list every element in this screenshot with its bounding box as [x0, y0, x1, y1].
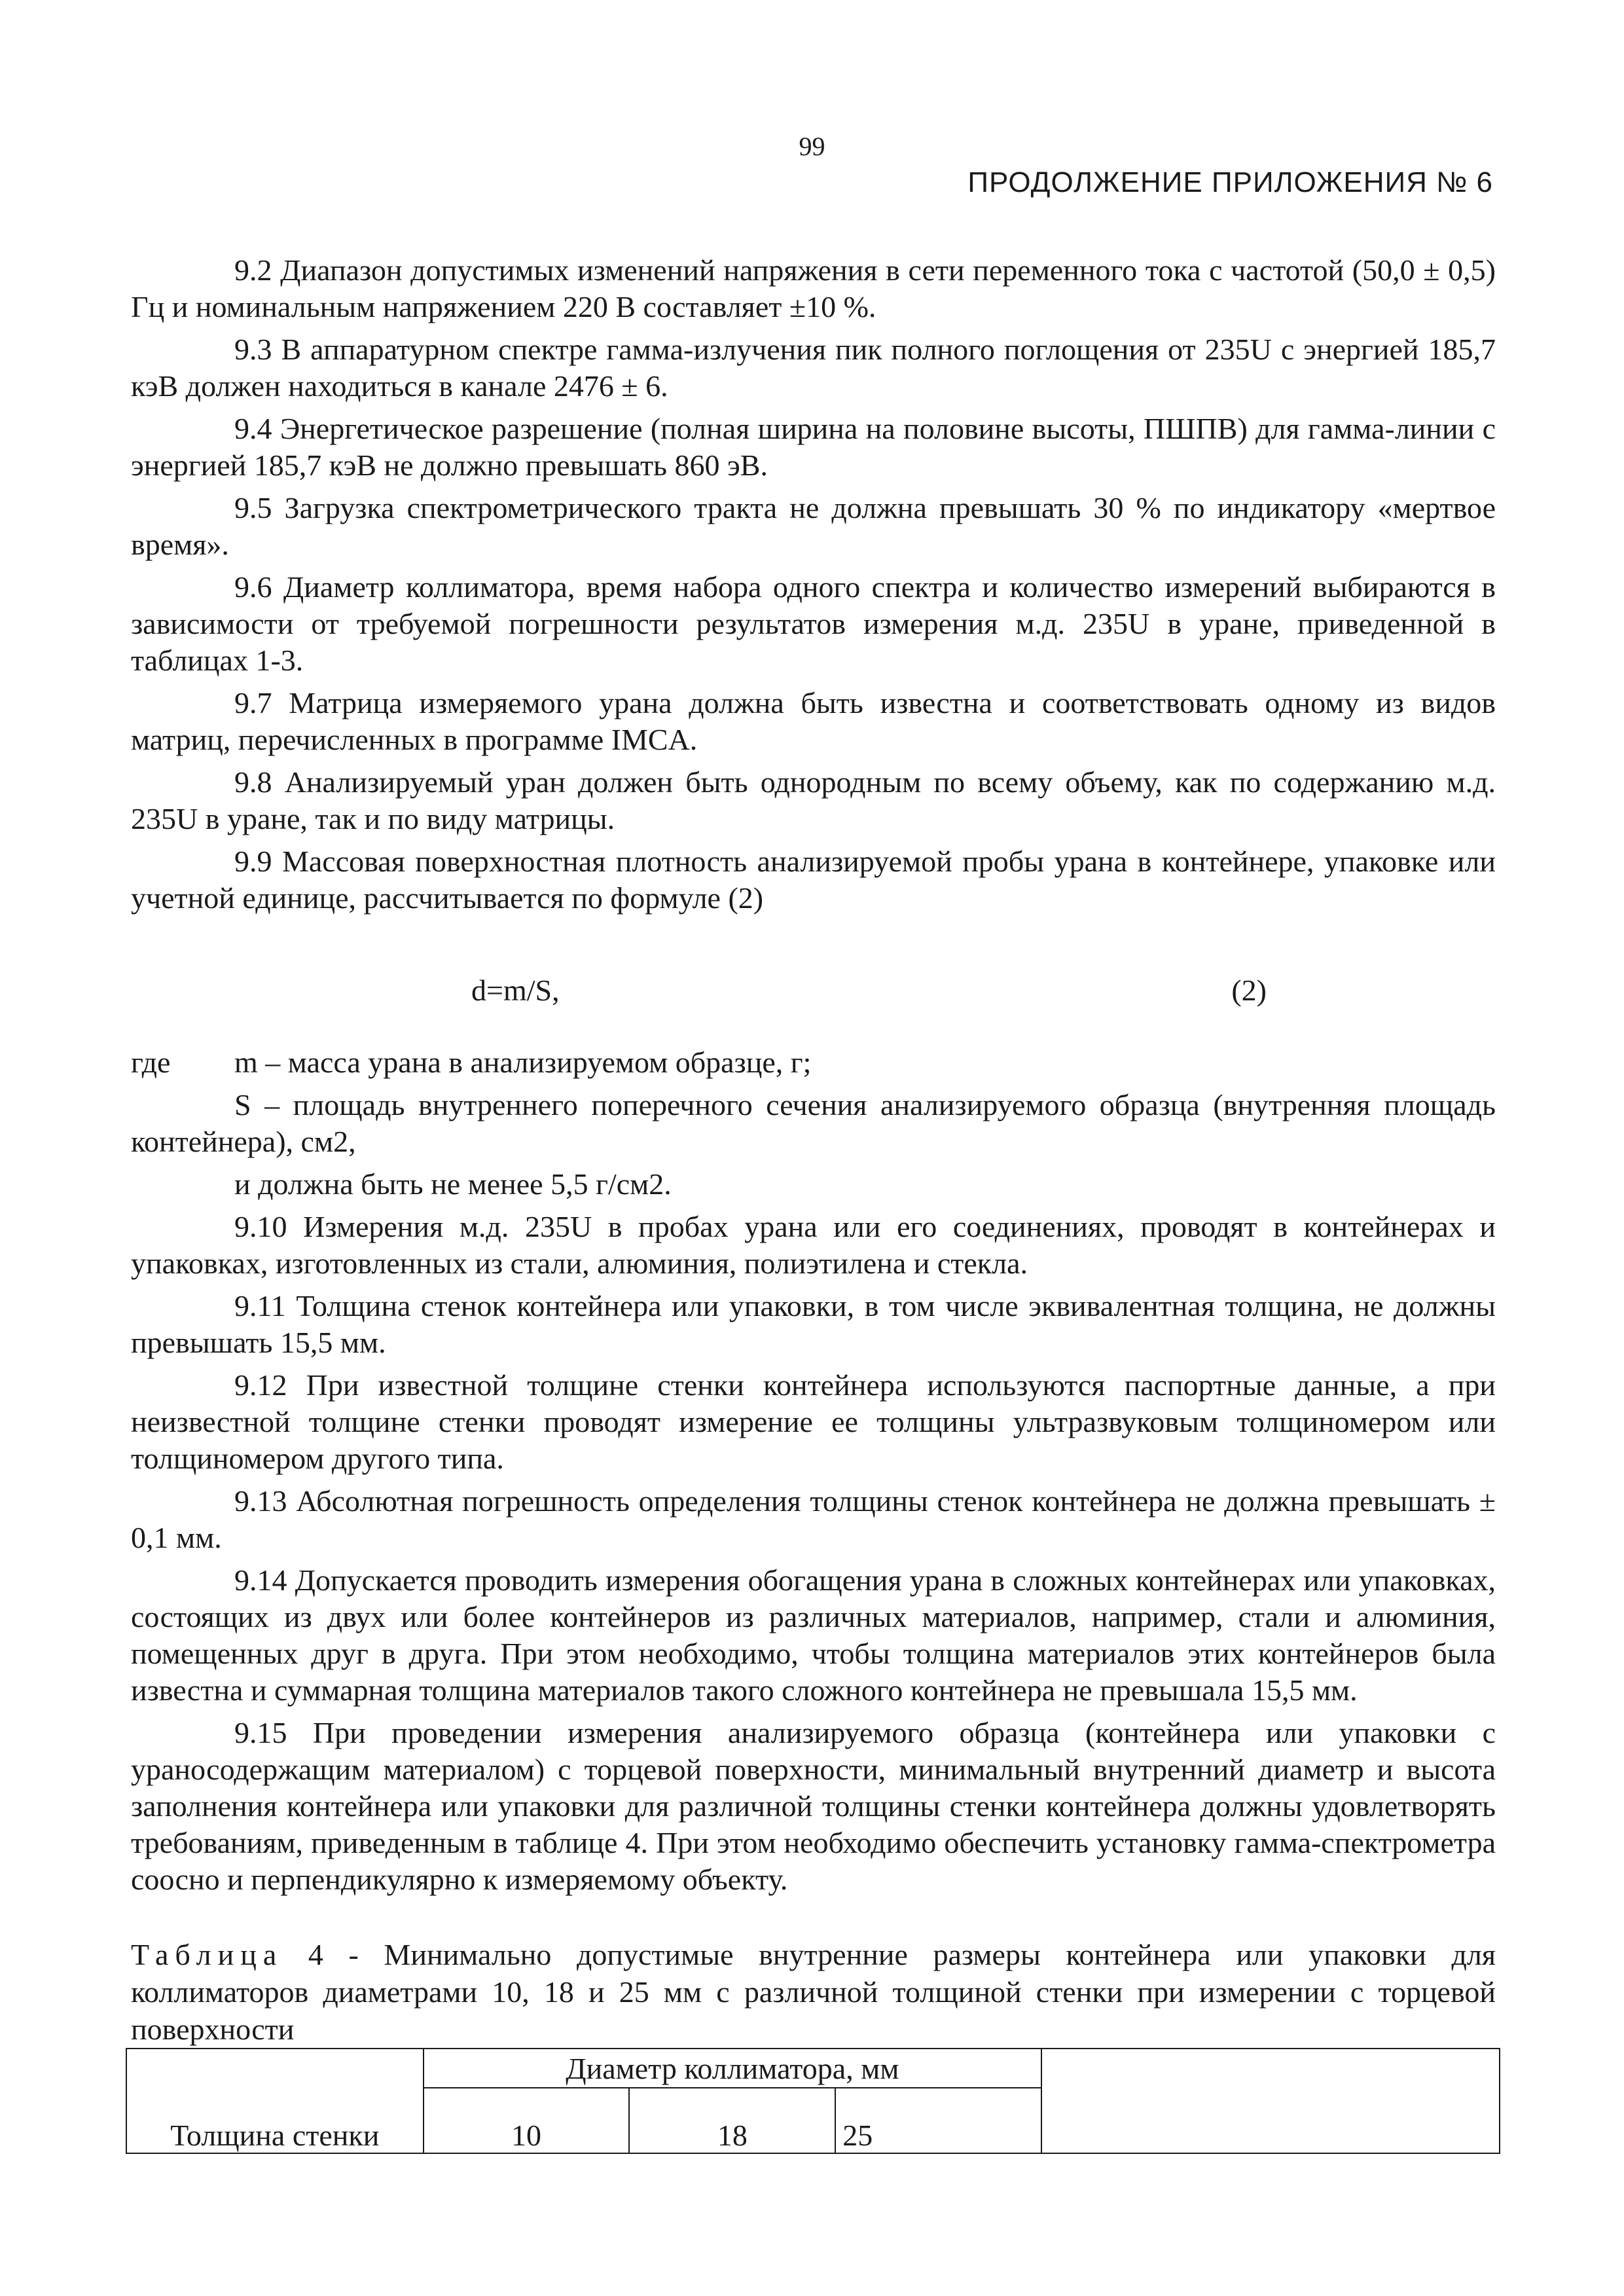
where-m-definition: m – масса урана в анализируемом образце, г;	[234, 1046, 812, 1079]
collimator-header-cell: Диаметр коллиматора, мм	[424, 2049, 1041, 2088]
row-label-cell: Толщина стенки	[126, 2049, 424, 2153]
table-4	[126, 2048, 1500, 2154]
diameter-cell: 25	[835, 2088, 1041, 2153]
paragraph-9-14: 9.14 Допускается проводить измерения обогащения урана в сложных контейнерах или упаковках, состоящих из двух или более контейнеров из различных материалов, например, стали и алюминия, помещенных друг в друга. При этом необходимо, чтобы толщина материалов этих контейнеров была известна и суммарная толщина материалов такого сложного контейнера не превышала 15,5 мм.	[131, 1563, 1496, 1707]
table-caption-word: Таблица	[131, 1938, 283, 1971]
formula-block	[131, 953, 1496, 1044]
paragraph-9-4: 9.4 Энергетическое разрешение (полная ширина на половине высоты, ПШПВ) для гамма-линии с энергией 185,7 кэВ не должно превышать 860 эВ.	[131, 412, 1496, 482]
paragraph-9-9: 9.9 Массовая поверхностная плотность анализируемой пробы урана в контейнере, упаковке или учетной единице, рассчитывается по формуле (2)	[131, 845, 1496, 915]
empty-header-cell	[1041, 2049, 1500, 2153]
paragraph-9-10: 9.10 Измерения м.д. 235U в пробах урана или его соединениях, проводят в контейнерах и упаковках, изготовленных из стали, алюминия, полиэтилена и стекла.	[131, 1210, 1496, 1280]
diameter-cell: 18	[629, 2088, 835, 2153]
where-s-definition: S – площадь внутреннего поперечного сечения анализируемого образца (внутренняя площадь контейнера), см2,	[131, 1088, 1496, 1158]
paragraph-9-7: 9.7 Матрица измеряемого урана должна быть известна и соответствовать одному из видов матриц, перечисленных в программе IMCA.	[131, 686, 1496, 756]
appendix-continuation-header: ПРОДОЛЖЕНИЕ ПРИЛОЖЕНИЯ № 6	[967, 166, 1493, 198]
document-body	[131, 252, 1496, 2048]
paragraph-9-11: 9.11 Толщина стенок контейнера или упаковки, в том числе эквивалентная толщина, не должны превышать 15,5 мм.	[131, 1289, 1496, 1359]
page-number: 99	[799, 132, 825, 161]
paragraph-9-8: 9.8 Анализируемый уран должен быть однородным по всему объему, как по содержанию м.д. 235U в уране, так и по виду матрицы.	[131, 765, 1496, 835]
table-caption	[131, 1936, 1496, 2048]
paragraph-9-12: 9.12 При известной толщине стенки контейнера используются паспортные данные, а при неизвестной толщине стенки проводят измерение ее толщины ультразвуковым толщиномером или толщиномером другого типа.	[131, 1368, 1496, 1475]
paragraph-9-5: 9.5 Загрузка спектрометрического тракта не должна превышать 30 % по индикатору «мертвое время».	[131, 491, 1496, 561]
paragraph-9-6: 9.6 Диаметр коллиматора, время набора одного спектра и количество измерений выбираются в зависимости от требуемой погрешности результатов измерения м.д. 235U в уране, приведенной в таблицах 1-3.	[131, 570, 1496, 677]
formula-expression: d=m/S,	[471, 974, 560, 1007]
where-block	[131, 1044, 1496, 1203]
paragraph-9-2: 9.2 Диапазон допустимых изменений напряжения в сети переменного тока с частотой (50,0 ± 0,5) Гц и номинальным напряжением 220 В составляет ±10 %.	[131, 253, 1496, 323]
paragraph-9-3: 9.3 В аппаратурном спектре гамма-излучения пик полного поглощения от 235U с энергией 185,7 кэВ должен находиться в канале 2476 ± 6.	[131, 333, 1496, 403]
paragraph-9-15: 9.15 При проведении измерения анализируемого образца (контейнера или упаковки с ураносодержащим материалом) с торцевой поверхности, минимальный внутренний диаметр и высота заполнения контейнера или упаковки для различной толщины стенки контейнера должны удовлетворять требованиям, приведенным в таблице 4. При этом необходимо обеспечить установку гамма-спектрометра соосно и перпендикулярно к измеряемому объекту.	[131, 1716, 1496, 1896]
paragraph-9-13: 9.13 Абсолютная погрешность определения толщины стенок контейнера не должна превышать ± 0,1 мм.	[131, 1484, 1496, 1554]
diameter-cell: 10	[424, 2088, 630, 2153]
where-label: где	[131, 1046, 171, 1079]
table-caption-text: 4 - Минимально допустимые внутренние размеры контейнера или упаковки для коллиматоров диаметрами 10, 18 и 25 мм с различной толщиной стенки при измерении с торцевой поверхности	[131, 1938, 1496, 2046]
formula-number: (2)	[1231, 974, 1267, 1007]
where-limit: и должна быть не менее 5,5 г/см2.	[234, 1167, 672, 1201]
